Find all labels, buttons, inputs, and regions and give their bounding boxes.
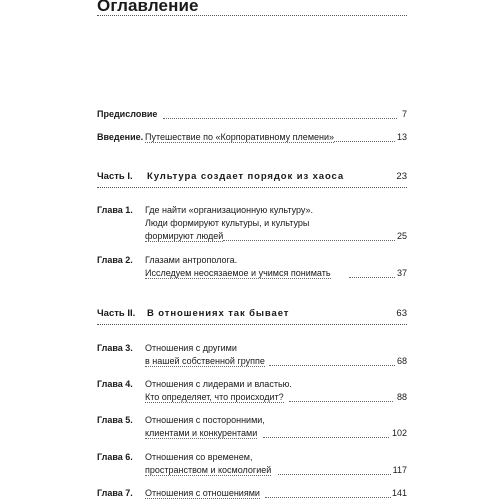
entry-page: 117 <box>392 465 407 475</box>
dot-leader <box>269 365 395 366</box>
part-heading-2[interactable] <box>97 308 407 322</box>
dot-leader <box>349 277 395 278</box>
entry-label: Предисловие <box>97 109 158 119</box>
toc-entry-chapter-7[interactable] <box>97 487 407 500</box>
entry-page: 13 <box>396 132 407 142</box>
part-divider <box>97 187 407 188</box>
entry-title: Путешествие по «Корпоративному племени» <box>145 132 335 142</box>
dot-leader <box>163 118 397 119</box>
entry-label: Глава 5. <box>97 415 133 425</box>
toc-entry-chapter-3[interactable] <box>97 342 407 368</box>
entry-title-line: Отношения с лидерами и властью. <box>145 379 292 389</box>
entry-title-line: пространством и космологией <box>145 465 272 475</box>
entry-title-line: Отношения с посторонними, <box>145 415 265 425</box>
part-page: 63 <box>396 308 407 319</box>
dot-leader <box>265 497 391 498</box>
entry-title-line: Исследуем неосязаемое и учимся понимать <box>145 268 331 278</box>
entry-label: Глава 4. <box>97 379 133 389</box>
entry-page: 7 <box>401 109 407 119</box>
part-page: 23 <box>396 171 407 182</box>
entry-label: Глава 6. <box>97 452 133 462</box>
part-title: Культура создает порядок из хаоса <box>147 171 345 182</box>
entry-title-line: Кто определяет, что происходит? <box>145 392 284 402</box>
entry-page: 25 <box>396 231 407 241</box>
dot-leader <box>278 474 391 475</box>
toc-entry-chapter-4[interactable] <box>97 378 407 404</box>
entry-label: Глава 3. <box>97 343 133 353</box>
entry-title-line: формируют людей <box>145 231 224 241</box>
dot-leader <box>223 240 395 241</box>
page-title: Оглавление <box>97 0 199 15</box>
toc-entry-preface[interactable] <box>97 108 407 121</box>
entry-title-line: в нашей собственной группе <box>145 356 265 366</box>
entry-page: 68 <box>396 356 407 366</box>
entry-title-line: Глазами антрополога. <box>145 255 238 265</box>
entry-page: 102 <box>391 428 407 438</box>
dot-leader <box>334 141 395 142</box>
part-label: Часть II. <box>97 308 136 319</box>
entry-label: Глава 2. <box>97 255 133 265</box>
entry-page: 37 <box>396 268 407 278</box>
part-label: Часть I. <box>97 171 133 182</box>
entry-title-line: Отношения с отношениями <box>145 488 260 498</box>
entry-page: 88 <box>396 392 407 402</box>
toc-entry-chapter-2[interactable] <box>97 254 407 280</box>
entry-label: Глава 1. <box>97 205 133 215</box>
part-title: В отношениях так бывает <box>147 308 290 319</box>
entry-title-line: Где найти «организационную культуру». <box>145 205 314 215</box>
entry-label: Глава 7. <box>97 488 133 498</box>
entry-title-line: Люди формируют культуры, и культуры <box>145 218 310 228</box>
title-divider <box>97 15 407 16</box>
part-heading-1[interactable] <box>97 171 407 185</box>
entry-label: Введение. <box>97 132 144 142</box>
toc-entry-chapter-5[interactable] <box>97 414 407 440</box>
toc-entry-introduction[interactable] <box>97 131 407 144</box>
dot-leader <box>289 401 393 402</box>
toc-entry-chapter-1[interactable] <box>97 204 407 243</box>
entry-title-line: Отношения со временем, <box>145 452 253 462</box>
entry-title-line: клиентами и конкурентами <box>145 428 258 438</box>
dot-leader <box>263 437 389 438</box>
entry-page: 141 <box>391 488 407 498</box>
toc-entry-chapter-6[interactable] <box>97 451 407 477</box>
entry-title-line: Отношения с другими <box>145 343 237 353</box>
part-divider <box>97 324 407 325</box>
